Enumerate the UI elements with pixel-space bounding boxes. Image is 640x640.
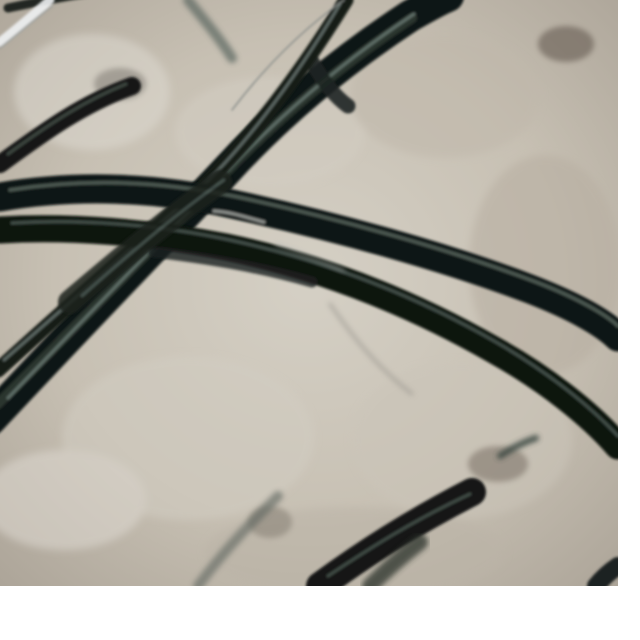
bottom-white-margin [0, 586, 640, 640]
right-white-margin [618, 0, 640, 640]
